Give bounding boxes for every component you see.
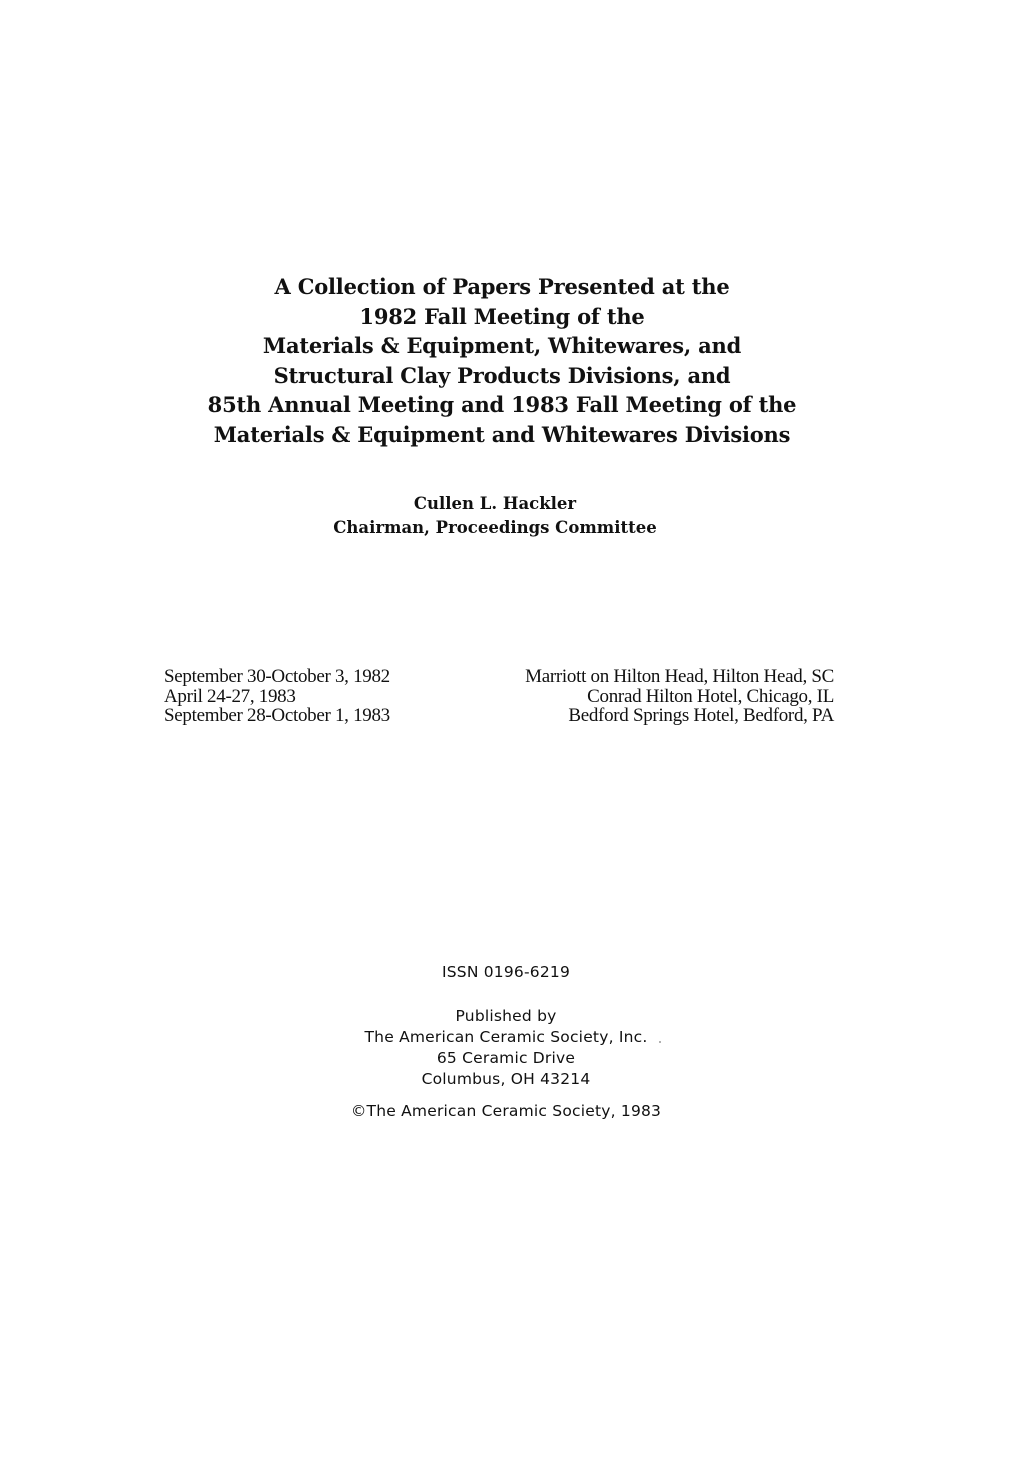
meeting-row — [164, 667, 834, 687]
title-line: Materials & Equipment and Whitewares Divisions — [213, 421, 791, 447]
publisher-city: Columbus, OH 43214 — [421, 1070, 591, 1088]
editor-credit — [0, 492, 990, 540]
title-line: A Collection of Papers Presented at the — [274, 274, 730, 299]
meeting-dates: April 24-27, 1983 — [164, 685, 296, 707]
publisher-street: 65 Ceramic Drive — [436, 1049, 576, 1067]
meeting-venue: Marriott on Hilton Head, Hilton Head, SC — [525, 666, 834, 687]
title-line: Structural Clay Products Divisions, and — [273, 362, 731, 388]
editor-role: Chairman, Proceedings Committee — [333, 518, 657, 537]
publisher-block — [0, 1006, 1012, 1090]
meetings-list — [164, 667, 834, 726]
meeting-dates: September 28-October 1, 1983 — [164, 705, 390, 726]
scan-artifact-dot — [659, 1041, 661, 1043]
copyright-notice: ©The American Ceramic Society, 1983 — [350, 1102, 662, 1120]
title-line: Materials & Equipment, Whitewares, and — [262, 333, 742, 358]
copyright-block — [0, 1101, 1012, 1122]
publisher-name: The American Ceramic Society, Inc. — [364, 1028, 648, 1046]
meeting-row — [164, 706, 834, 726]
title-line: 85th Annual Meeting and 1983 Fall Meeting of the — [207, 392, 797, 417]
published-by-label: Published by — [455, 1007, 557, 1025]
title-line: 1982 Fall Meeting of the — [359, 303, 645, 329]
issn-number: ISSN 0196-6219 — [441, 963, 571, 981]
editor-name: Cullen L. Hackler — [413, 494, 577, 513]
meeting-row — [164, 687, 834, 707]
meeting-venue: Bedford Springs Hotel, Bedford, PA — [568, 705, 834, 726]
meeting-dates: September 30-October 3, 1982 — [164, 666, 390, 687]
issn-block — [0, 962, 1012, 983]
meeting-venue: Conrad Hilton Hotel, Chicago, IL — [587, 685, 834, 707]
proceedings-title — [0, 272, 1004, 449]
